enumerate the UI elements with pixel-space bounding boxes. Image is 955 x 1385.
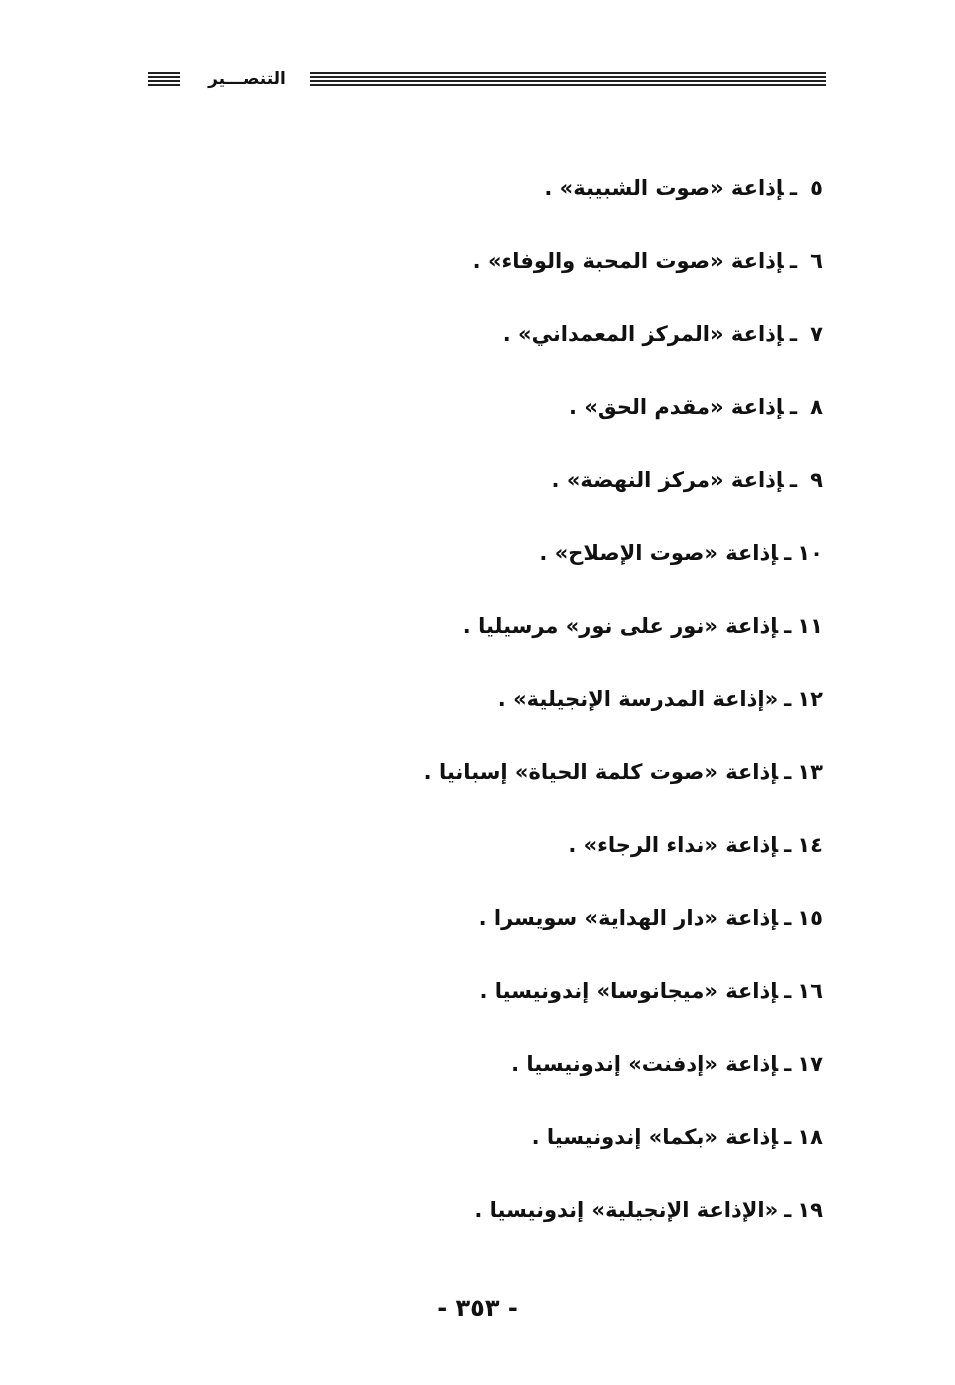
item-number: ٥ xyxy=(810,176,823,200)
page-number: - ٣٥٣ - xyxy=(437,1294,518,1322)
item-number: ١١ xyxy=(797,614,823,638)
item-text: إذاعة «ميجانوسا» إندونيسيا . xyxy=(479,979,779,1003)
item-number: ١٨ xyxy=(797,1125,823,1149)
item-number: ١٧ xyxy=(797,1052,823,1076)
item-text: إذاعة «صوت كلمة الحياة» إسبانيا . xyxy=(423,760,779,784)
item-text: إذاعة «صوت الإصلاح» . xyxy=(539,541,779,565)
list-item: ١٠ـإذاعة «صوت الإصلاح» . xyxy=(539,541,823,565)
item-number: ٩ xyxy=(810,468,823,492)
list-item: ١٩ـ«الإذاعة الإنجيلية» إندونيسيا . xyxy=(474,1198,823,1222)
item-text: «الإذاعة الإنجيلية» إندونيسيا . xyxy=(474,1198,779,1222)
item-number: ٧ xyxy=(810,322,823,346)
list-item: ١٥ـإذاعة «دار الهداية» سويسرا . xyxy=(478,906,823,930)
list-item: ١١ـإذاعة «نور على نور» مرسيليا . xyxy=(462,614,823,638)
item-number: ٨ xyxy=(810,395,823,419)
list-item: ١٧ـإذاعة «إدفنت» إندونيسيا . xyxy=(511,1052,823,1076)
item-number: ٦ xyxy=(810,249,823,273)
item-text: إذاعة «نداء الرجاء» . xyxy=(568,833,779,857)
list-item: ٧ـإذاعة «المركز المعمداني» . xyxy=(502,322,823,346)
item-number: ١٩ xyxy=(797,1198,823,1222)
item-number: ١٦ xyxy=(797,979,823,1003)
list-item: ١٨ـإذاعة «بكما» إندونيسيا . xyxy=(531,1125,823,1149)
item-text: إذاعة «صوت الشبيبة» . xyxy=(544,176,784,200)
header-rule-left xyxy=(148,72,180,86)
item-text: إذاعة «إدفنت» إندونيسيا . xyxy=(511,1052,779,1076)
item-number: ١٥ xyxy=(797,906,823,930)
list-item: ٨ـإذاعة «مقدم الحق» . xyxy=(569,395,823,419)
item-number: ١٠ xyxy=(797,541,823,565)
item-text: إذاعة «دار الهداية» سويسرا . xyxy=(478,906,779,930)
item-number: ١٢ xyxy=(797,687,823,711)
item-text: «إذاعة المدرسة الإنجيلية» . xyxy=(497,687,779,711)
list-item: ١٦ـإذاعة «ميجانوسا» إندونيسيا . xyxy=(479,979,823,1003)
item-text: إذاعة «صوت المحبة والوفاء» . xyxy=(472,249,784,273)
list-item: ١٢ـ«إذاعة المدرسة الإنجيلية» . xyxy=(497,687,823,711)
list-item: ١٤ـإذاعة «نداء الرجاء» . xyxy=(568,833,823,857)
header-title: التنصـــير xyxy=(208,69,286,89)
item-text: إذاعة «مركز النهضة» . xyxy=(551,468,784,492)
item-text: إذاعة «مقدم الحق» . xyxy=(569,395,784,419)
item-text: إذاعة «بكما» إندونيسيا . xyxy=(531,1125,779,1149)
list-item: ٩ـإذاعة «مركز النهضة» . xyxy=(551,468,823,492)
running-header xyxy=(148,66,826,92)
item-number: ١٤ xyxy=(797,833,823,857)
list-item: ١٣ـإذاعة «صوت كلمة الحياة» إسبانيا . xyxy=(423,760,823,784)
list-item: ٥ـإذاعة «صوت الشبيبة» . xyxy=(544,176,823,200)
header-rule-right xyxy=(310,72,826,86)
item-text: إذاعة «المركز المعمداني» . xyxy=(502,322,784,346)
item-number: ١٣ xyxy=(797,760,823,784)
item-text: إذاعة «نور على نور» مرسيليا . xyxy=(462,614,779,638)
list-item: ٦ـإذاعة «صوت المحبة والوفاء» . xyxy=(472,249,823,273)
